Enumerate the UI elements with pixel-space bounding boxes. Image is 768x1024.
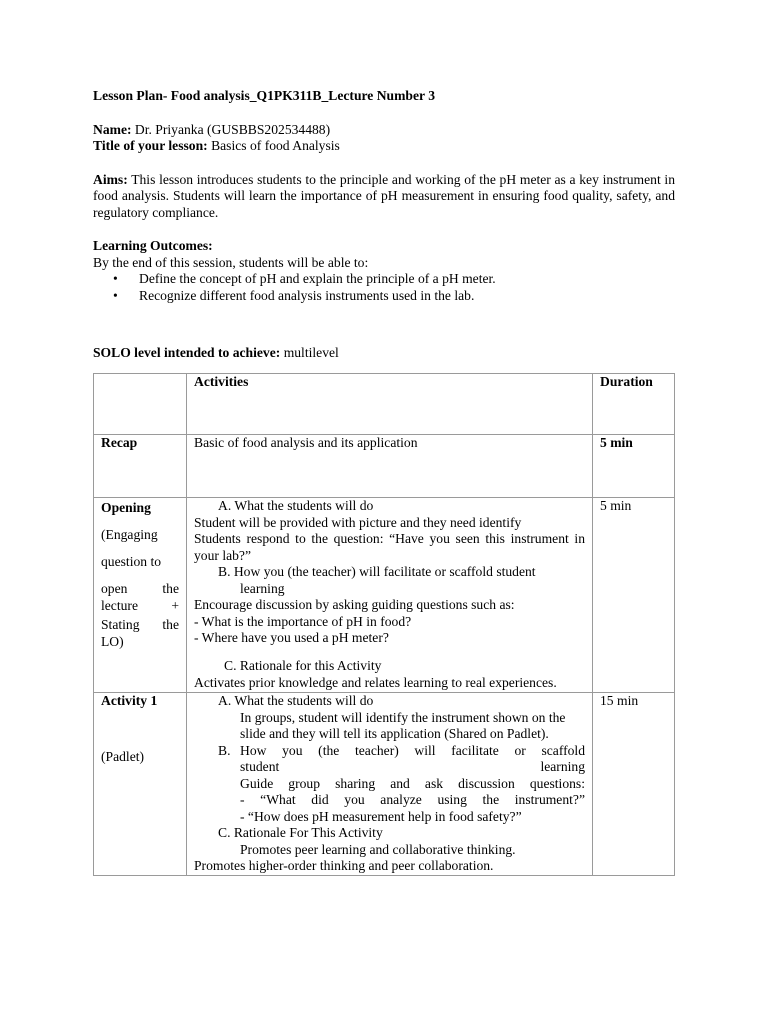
activity-1-b-heading-cont <box>194 759 585 776</box>
opening-b-line-3: - Where have you used a pH meter? <box>194 630 389 645</box>
solo-level-line <box>93 345 675 362</box>
activity-1-c-heading: C. Rationale For This Activity <box>218 825 383 840</box>
learning-outcomes-heading: Learning Outcomes: <box>93 238 213 253</box>
activity-1-activity-cell <box>187 693 593 876</box>
name-label: Name: <box>93 121 132 137</box>
header-duration: Duration <box>593 374 675 435</box>
list-item <box>93 271 675 288</box>
opening-b-line-2: - What is the importance of pH in food? <box>194 613 412 629</box>
outcome-text: Define the concept of pH and explain the principle of a pH meter. <box>139 271 496 286</box>
recap-activity: Basic of food analysis and its application <box>187 435 593 498</box>
opening-sub-3-left: open <box>101 581 128 596</box>
opening-duration: 5 min <box>593 498 675 693</box>
bullet-icon: • <box>113 287 118 303</box>
activity-1-c-line-1: Promotes peer learning and collaborative thinking. <box>240 841 516 857</box>
activity-1-label: Activity 1 <box>101 693 158 708</box>
activity-1-b-heading <box>194 743 585 760</box>
opening-b-line-1: Encourage discussion by asking guiding questions such as: <box>194 597 515 612</box>
opening-b-heading: B. How you (the teacher) will facilitate or scaffold student <box>218 564 536 579</box>
opening-sub-6: LO) <box>101 633 124 649</box>
table-header-row <box>94 374 675 435</box>
opening-c-text: Activates prior knowledge and relates learning to real experiences. <box>194 675 557 690</box>
activity-1-label-cell <box>94 693 187 876</box>
header-empty-cell <box>94 374 187 435</box>
activity-1-tool: (Padlet) <box>101 748 145 764</box>
table-row-opening <box>94 498 675 693</box>
activity-1-b-cont-right: learning <box>540 759 585 774</box>
activity-1-duration: 15 min <box>593 693 675 876</box>
learning-outcomes-intro: By the end of this session, students will be able to: <box>93 254 369 270</box>
outcome-text: Recognize different food analysis instruments used in the lab. <box>139 287 475 303</box>
activity-1-b-line-1: Guide group sharing and ask discussion questions: <box>240 775 585 791</box>
opening-b-heading-cont: learning <box>240 580 285 596</box>
aims-paragraph <box>93 172 675 222</box>
lesson-plan-table <box>93 373 675 876</box>
list-item <box>93 288 675 305</box>
activity-1-b-heading-text: How you (the teacher) will facilitate or scaffold <box>240 742 585 758</box>
activity-1-c-line-2: Promotes higher-order thinking and peer collaboration. <box>194 858 494 873</box>
lesson-plan-header <box>93 88 675 362</box>
bullet-icon: • <box>113 271 118 286</box>
opening-sub-1: (Engaging <box>101 527 158 542</box>
header-activities: Activities <box>187 374 593 435</box>
lesson-title-label: Title of your lesson: <box>93 138 208 153</box>
activity-1-a-heading: A. What the students will do <box>218 693 374 708</box>
name-value: Dr. Priyanka (GUSBBS202534488) <box>134 121 331 137</box>
opening-c-heading: C. Rationale for this Activity <box>224 657 382 673</box>
solo-value: multilevel <box>283 345 339 360</box>
opening-a-line-2: Students respond to the question: “Have you seen this instrument in your lab?” <box>194 531 585 563</box>
opening-sub-3-right: the <box>162 581 179 596</box>
lesson-title-value: Basics of food Analysis <box>211 138 340 153</box>
lesson-title-line <box>93 138 675 155</box>
table-row-activity-1 <box>94 693 675 876</box>
opening-sub-5 <box>101 615 179 634</box>
table-row-recap <box>94 435 675 498</box>
opening-sub-4 <box>101 598 179 615</box>
opening-a-heading: A. What the students will do <box>218 498 374 513</box>
opening-activity-cell <box>187 498 593 693</box>
aims-text: This lesson introduces students to the principle and working of the pH meter as a key instrument in food analysis. Students will learn the importance of pH measurement in ensuring food quality, safety, and regulatory compliance. <box>93 171 675 220</box>
learning-outcomes-list <box>93 271 675 304</box>
opening-label-cell <box>94 498 187 693</box>
solo-label: SOLO level intended to achieve: <box>93 345 281 360</box>
name-line <box>93 122 675 139</box>
opening-sub-4-left: lecture <box>101 598 138 613</box>
opening-sub-5-right: the <box>162 616 179 632</box>
activity-1-b-cont-left: student <box>240 759 280 774</box>
aims-label: Aims: <box>93 171 128 187</box>
opening-a-line-1: Student will be provided with picture and they need identify <box>194 514 522 530</box>
opening-sub-4-right: + <box>171 598 179 613</box>
activity-1-a-text: In groups, student will identify the instrument shown on the slide and they will tell its application (Shared on Padlet). <box>240 709 566 741</box>
activity-1-b-marker: B. <box>218 742 231 758</box>
opening-sub-2: question to <box>101 554 162 569</box>
activity-1-b-line-2: - “What did you analyze using the instrument?” <box>240 792 585 807</box>
opening-sub-3 <box>101 579 179 598</box>
document-title: Lesson Plan- Food analysis_Q1PK311B_Lecture Number 3 <box>93 88 436 103</box>
recap-duration: 5 min <box>593 435 675 498</box>
opening-sub-5-left: Stating <box>101 616 140 632</box>
activity-1-b-line-3: - “How does pH measurement help in food safety?” <box>240 808 522 824</box>
recap-label: Recap <box>94 435 187 498</box>
opening-label: Opening <box>101 500 151 515</box>
